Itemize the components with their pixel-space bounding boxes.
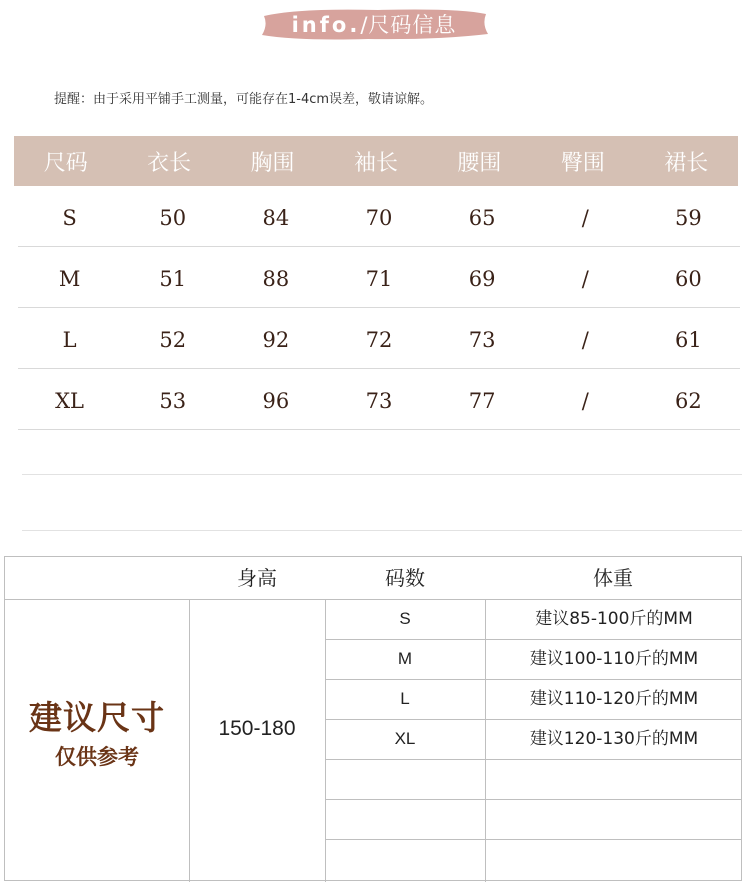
size-code: M — [397, 649, 413, 668]
table-cell: / — [581, 206, 589, 230]
title-prefix: info. — [291, 13, 361, 37]
table-cell: 60 — [675, 267, 702, 291]
table-cell: 71 — [365, 267, 393, 291]
table-cell: S — [62, 206, 77, 230]
table-cell: 52 — [159, 328, 187, 352]
recommend-table — [4, 556, 742, 881]
divider — [325, 839, 741, 840]
header-size: 尺码 — [43, 150, 88, 176]
size-code: L — [400, 689, 410, 708]
table-cell: 69 — [468, 267, 496, 291]
size-code: XL — [394, 729, 416, 748]
title-badge — [258, 6, 490, 42]
weight-range: 建议85-100斤的MM — [535, 609, 693, 629]
table-cell: 51 — [159, 267, 187, 291]
table-row — [325, 719, 741, 759]
recommend-label-sub: 仅供参考 — [55, 745, 139, 769]
divider — [22, 530, 742, 531]
table-row — [18, 186, 740, 247]
table-cell: / — [581, 389, 589, 413]
size-table-header — [14, 136, 738, 186]
table-cell: 77 — [468, 389, 496, 413]
table-cell: 65 — [468, 206, 496, 230]
table-cell: 61 — [675, 328, 702, 352]
table-cell: XL — [55, 389, 85, 413]
table-row — [18, 369, 740, 430]
measurement-notice: 提醒：由于采用平铺手工测量，可能存在1-4cm误差，敬请谅解。 — [54, 92, 434, 107]
weight-range: 建议100-110斤的MM — [529, 649, 699, 669]
table-cell: 70 — [365, 206, 393, 230]
weight-range: 建议110-120斤的MM — [529, 689, 699, 709]
table-cell: 59 — [675, 206, 702, 230]
header-sleeve: 袖长 — [353, 150, 398, 176]
table-row — [325, 599, 741, 639]
table-cell: 72 — [365, 328, 393, 352]
recommend-label-main: 建议尺寸 — [29, 698, 165, 737]
header-length: 衣长 — [147, 150, 192, 176]
title-suffix: /尺码信息 — [360, 13, 457, 37]
header-hip: 臀围 — [560, 150, 605, 176]
table-cell: L — [62, 328, 77, 352]
title-text — [292, 9, 457, 39]
table-row — [325, 679, 741, 719]
table-cell: 73 — [365, 389, 393, 413]
size-code: S — [399, 609, 411, 628]
size-table-body — [18, 186, 742, 430]
table-row — [18, 247, 740, 308]
table-cell: 62 — [675, 389, 702, 413]
table-row — [18, 308, 740, 369]
table-cell: 50 — [159, 206, 187, 230]
header-height: 身高 — [237, 566, 277, 590]
table-cell: 53 — [159, 389, 187, 413]
table-cell: 96 — [262, 389, 290, 413]
recommend-label — [5, 692, 189, 771]
header-code: 码数 — [385, 566, 425, 590]
table-cell: / — [581, 267, 589, 291]
table-cell: 84 — [262, 206, 290, 230]
table-cell: / — [581, 328, 589, 352]
divider — [325, 759, 741, 760]
table-row — [325, 639, 741, 679]
table-cell: 88 — [262, 267, 290, 291]
header-waist: 腰围 — [457, 150, 502, 176]
header-weight: 体重 — [593, 566, 633, 590]
table-cell: 92 — [262, 328, 290, 352]
divider — [22, 474, 742, 475]
recommend-table-header — [5, 557, 741, 600]
height-range: 150-180 — [218, 717, 296, 740]
divider — [325, 799, 741, 800]
weight-range: 建议120-130斤的MM — [529, 729, 699, 749]
header-bust: 胸围 — [250, 150, 295, 176]
header-skirt-length: 裙长 — [664, 150, 709, 176]
table-cell: M — [58, 267, 81, 291]
table-cell: 73 — [468, 328, 496, 352]
